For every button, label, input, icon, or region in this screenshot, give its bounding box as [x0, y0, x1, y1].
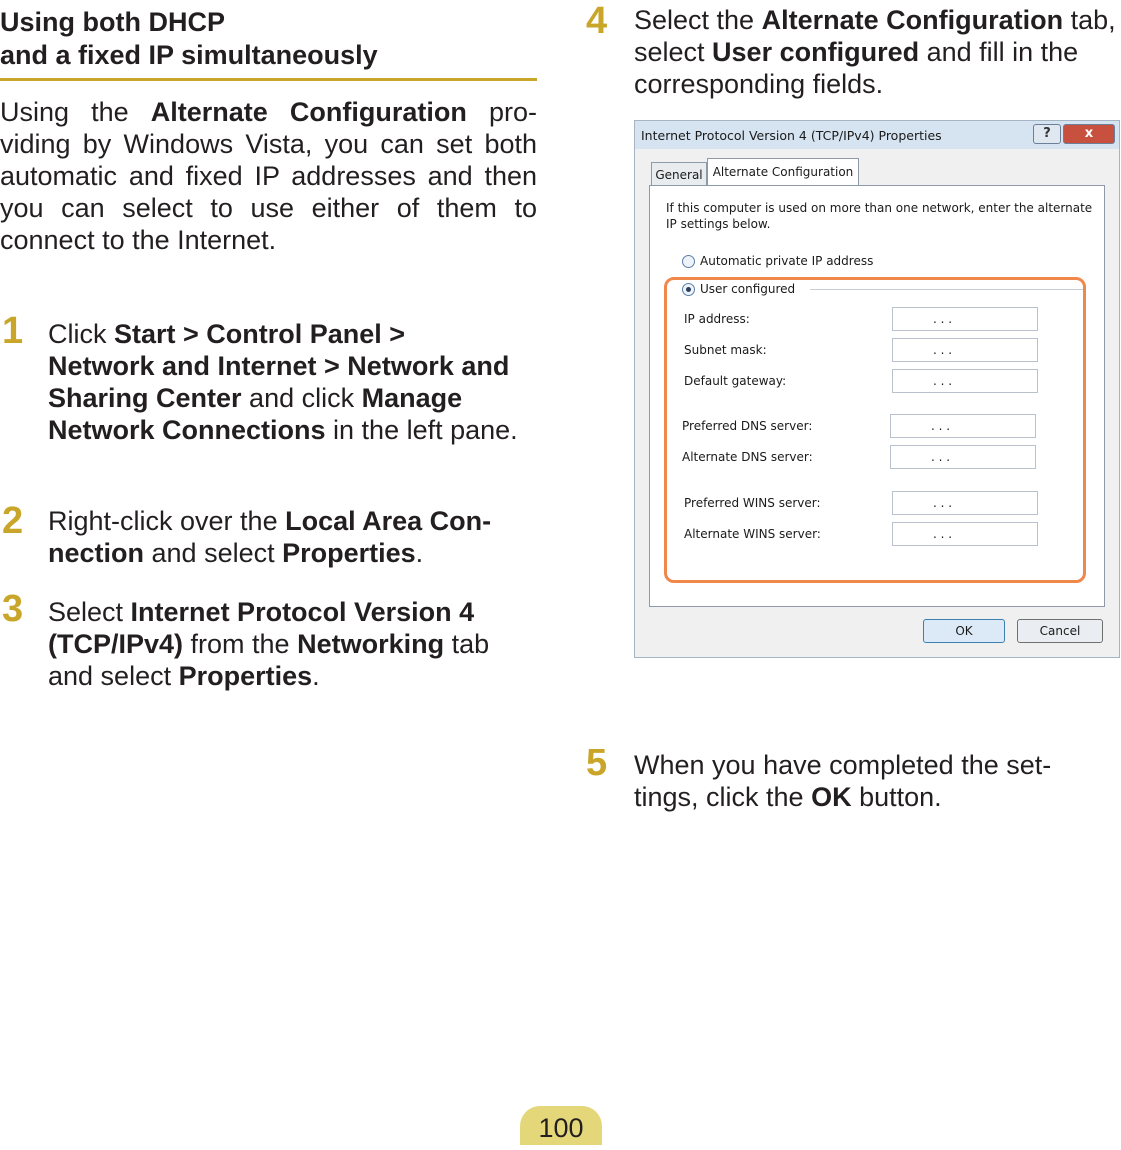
tab-alternate-configuration[interactable]: Alternate Configuration [707, 158, 859, 186]
intro-text-2: pro-viding by Windows Vista, you can set both automatic and fixed IP addresses and then you can select to use either of them to connect to the Internet. [0, 97, 537, 255]
step-2-text: Right-click over the Local Area Con-nection and select Properties. [48, 506, 492, 568]
tab-general[interactable]: General [651, 162, 707, 186]
preferred-wins-input[interactable]: . . . [892, 491, 1038, 515]
step-1-text: Click Start > Control Panel > Network and Internet > Network and Sharing Center and click Manage Network Connections in the left pane. [48, 319, 518, 445]
cancel-button[interactable]: Cancel [1017, 619, 1103, 643]
intro-text-1: Using the [0, 97, 151, 127]
step-4-text: Select the Alternate Configuration tab, select User configured and fill in the corresponding fields. [634, 5, 1116, 99]
radio-label: Automatic private IP address [700, 254, 874, 268]
alternate-dns-label: Alternate DNS server: [682, 450, 813, 464]
step-3-text: Select Internet Protocol Version 4 (TCP/IPv4) from the Networking tab and select Properties. [48, 597, 490, 691]
page-number: 100 [520, 1106, 602, 1145]
section-heading [0, 6, 537, 72]
step-3-number: 3 [2, 588, 24, 630]
user-configured-highlight [664, 277, 1086, 583]
alternate-dns-input[interactable]: . . . [890, 445, 1036, 469]
step-5-number: 5 [586, 742, 608, 784]
heading-line-1: Using both DHCP [0, 7, 225, 37]
radio-label: User configured [700, 282, 796, 296]
preferred-wins-label: Preferred WINS server: [684, 496, 821, 510]
heading-divider [0, 78, 537, 81]
intro-bold: Alternate Configuration [150, 97, 467, 127]
close-button[interactable]: x [1063, 124, 1115, 144]
subnet-mask-input[interactable]: . . . [892, 338, 1038, 362]
default-gateway-input[interactable]: . . . [892, 369, 1038, 393]
heading-line-2: and a fixed IP simultaneously [0, 40, 378, 70]
default-gateway-label: Default gateway: [684, 374, 787, 388]
alternate-wins-input[interactable]: . . . [892, 522, 1038, 546]
ip-address-label: IP address: [684, 312, 750, 326]
step-1-number: 1 [2, 310, 24, 352]
ip-address-input[interactable]: . . . [892, 307, 1038, 331]
dialog-title: Internet Protocol Version 4 (TCP/IPv4) Properties [641, 128, 942, 143]
step-4-number: 4 [586, 0, 608, 42]
ok-button[interactable]: OK [923, 619, 1005, 643]
intro-paragraph [0, 96, 537, 256]
radio-button[interactable] [682, 255, 695, 268]
preferred-dns-input[interactable]: . . . [890, 414, 1036, 438]
subnet-mask-label: Subnet mask: [684, 343, 767, 357]
step-2-number: 2 [2, 500, 24, 542]
step-5-text: When you have completed the set-tings, click the OK button. [634, 750, 1052, 812]
preferred-dns-label: Preferred DNS server: [682, 419, 813, 433]
help-button[interactable]: ? [1033, 124, 1061, 144]
panel-description: If this computer is used on more than one network, enter the alternate IP settings below. [666, 201, 1093, 231]
alternate-wins-label: Alternate WINS server: [684, 527, 821, 541]
dialog-titlebar [635, 121, 1119, 149]
